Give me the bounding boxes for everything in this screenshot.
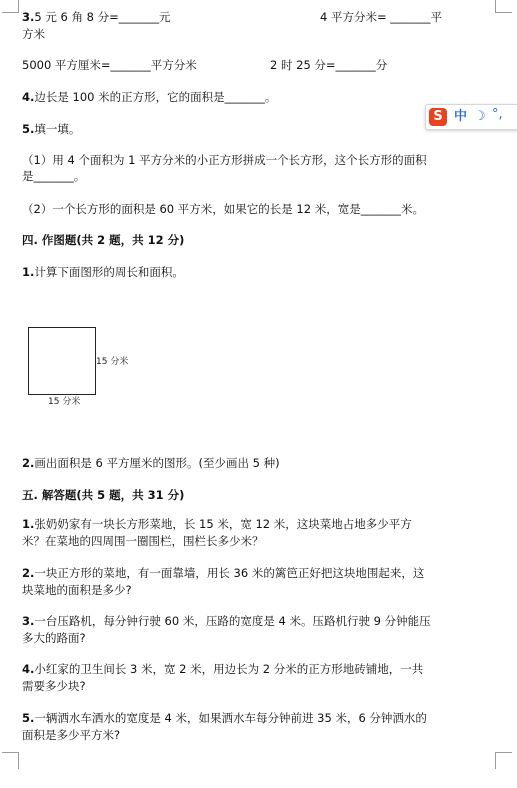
question-number: 4. bbox=[22, 90, 35, 104]
question-number: 2. bbox=[22, 566, 35, 580]
question-number: 3. bbox=[22, 614, 35, 628]
section-5-question-1-line1 bbox=[22, 516, 412, 533]
crop-mark-bottom-left bbox=[2, 752, 19, 769]
question-text: 一台压路机，每分钟行驶 60 米，压路的宽度是 4 米。压路机行驶 9 分钟能压 bbox=[34, 614, 431, 628]
half-width-moon-icon[interactable]: ☽ bbox=[474, 109, 486, 124]
question-number: 1. bbox=[22, 517, 35, 531]
square-bottom-label: 15 分米 bbox=[48, 397, 81, 407]
section-5-question-5-line1 bbox=[22, 710, 427, 727]
question-number: 3. bbox=[22, 10, 35, 24]
question-number: 4. bbox=[22, 662, 35, 676]
section-4-heading: 四. 作图题(共 2 题，共 12 分) bbox=[22, 233, 185, 247]
question-3-right-continuation: 方米 bbox=[22, 27, 45, 41]
section-5-question-5-line2: 面积是多少平方米? bbox=[22, 728, 121, 742]
section-5-question-3-line2: 多大的路面? bbox=[22, 631, 86, 645]
language-toggle[interactable]: 中 bbox=[454, 109, 468, 124]
question-number: 5. bbox=[22, 711, 35, 725]
question-text: 计算下面图形的周长和面积。 bbox=[34, 265, 184, 279]
punctuation-toggle[interactable]: °, bbox=[492, 107, 503, 122]
section-5-question-4-line1 bbox=[22, 661, 423, 678]
question-text: 张奶奶家有一块长方形菜地，长 15 米，宽 12 米，这块菜地占地多少平方 bbox=[34, 517, 412, 531]
crop-mark-top-left bbox=[2, 0, 19, 13]
question-text: 小红家的卫生间长 3 米，宽 2 米，用边长为 2 分米的正方形地砖铺地，一共 bbox=[34, 662, 424, 676]
question-text: 画出面积是 6 平方厘米的图形。(至少画出 5 种) bbox=[34, 456, 280, 470]
question-5-part2: （2）一个长方形的面积是 60 平方米，如果它的长是 12 米，宽是_______米。 bbox=[22, 202, 424, 216]
section-5-question-1-line2: 米？在菜地的四周围一圈围栏，围栏长多少米？ bbox=[22, 534, 264, 548]
question-number: 1. bbox=[22, 265, 35, 279]
question-5-title bbox=[22, 121, 80, 138]
section-5-heading: 五. 解答题(共 5 题，共 31 分) bbox=[22, 488, 185, 502]
crop-mark-bottom-right bbox=[495, 752, 512, 769]
question-number: 5. bbox=[22, 122, 35, 136]
question-5-part1-line2: 是_______。 bbox=[22, 169, 86, 183]
crop-mark-top-right bbox=[495, 0, 512, 13]
section-4-question-2 bbox=[22, 455, 280, 472]
question-text: 一辆洒水车洒水的宽度是 4 米，如果洒水车每分钟前进 35 米，6 分钟洒水的 bbox=[34, 711, 427, 725]
question-number: 2. bbox=[22, 456, 35, 470]
square-figure bbox=[28, 327, 96, 395]
section-5-question-4-line2: 需要多少块? bbox=[22, 679, 86, 693]
question-5-part1-line1: （1）用 4 个面积为 1 平方分米的小正方形拼成一个长方形，这个长方形的面积 bbox=[22, 153, 427, 167]
question-text: 填一填。 bbox=[34, 122, 81, 136]
question-4 bbox=[22, 89, 276, 106]
question-text: 边长是 100 米的正方形，它的面积是_______。 bbox=[34, 90, 277, 104]
question-3-row2-right: 2 时 25 分=_______分 bbox=[270, 58, 388, 72]
ime-toolbar[interactable] bbox=[425, 104, 517, 130]
section-4-question-1 bbox=[22, 264, 184, 281]
question-text: 5 元 6 角 8 分=_______元 bbox=[34, 10, 171, 24]
question-3-right: 4 平方分米= _______平 bbox=[320, 10, 443, 24]
section-5-question-3-line1 bbox=[22, 613, 431, 630]
section-5-question-2-line2: 块菜地的面积是多少? bbox=[22, 583, 132, 597]
question-text: 一块正方形的菜地，有一面靠墙，用长 36 米的篱笆正好把这块地围起来，这 bbox=[34, 566, 425, 580]
square-side-label: 15 分米 bbox=[96, 357, 129, 367]
section-5-question-2-line1 bbox=[22, 565, 424, 582]
question-3-left bbox=[22, 9, 171, 26]
sogou-logo-icon[interactable]: S bbox=[429, 108, 447, 126]
question-3-row2-left: 5000 平方厘米=_______平方分米 bbox=[22, 58, 197, 72]
